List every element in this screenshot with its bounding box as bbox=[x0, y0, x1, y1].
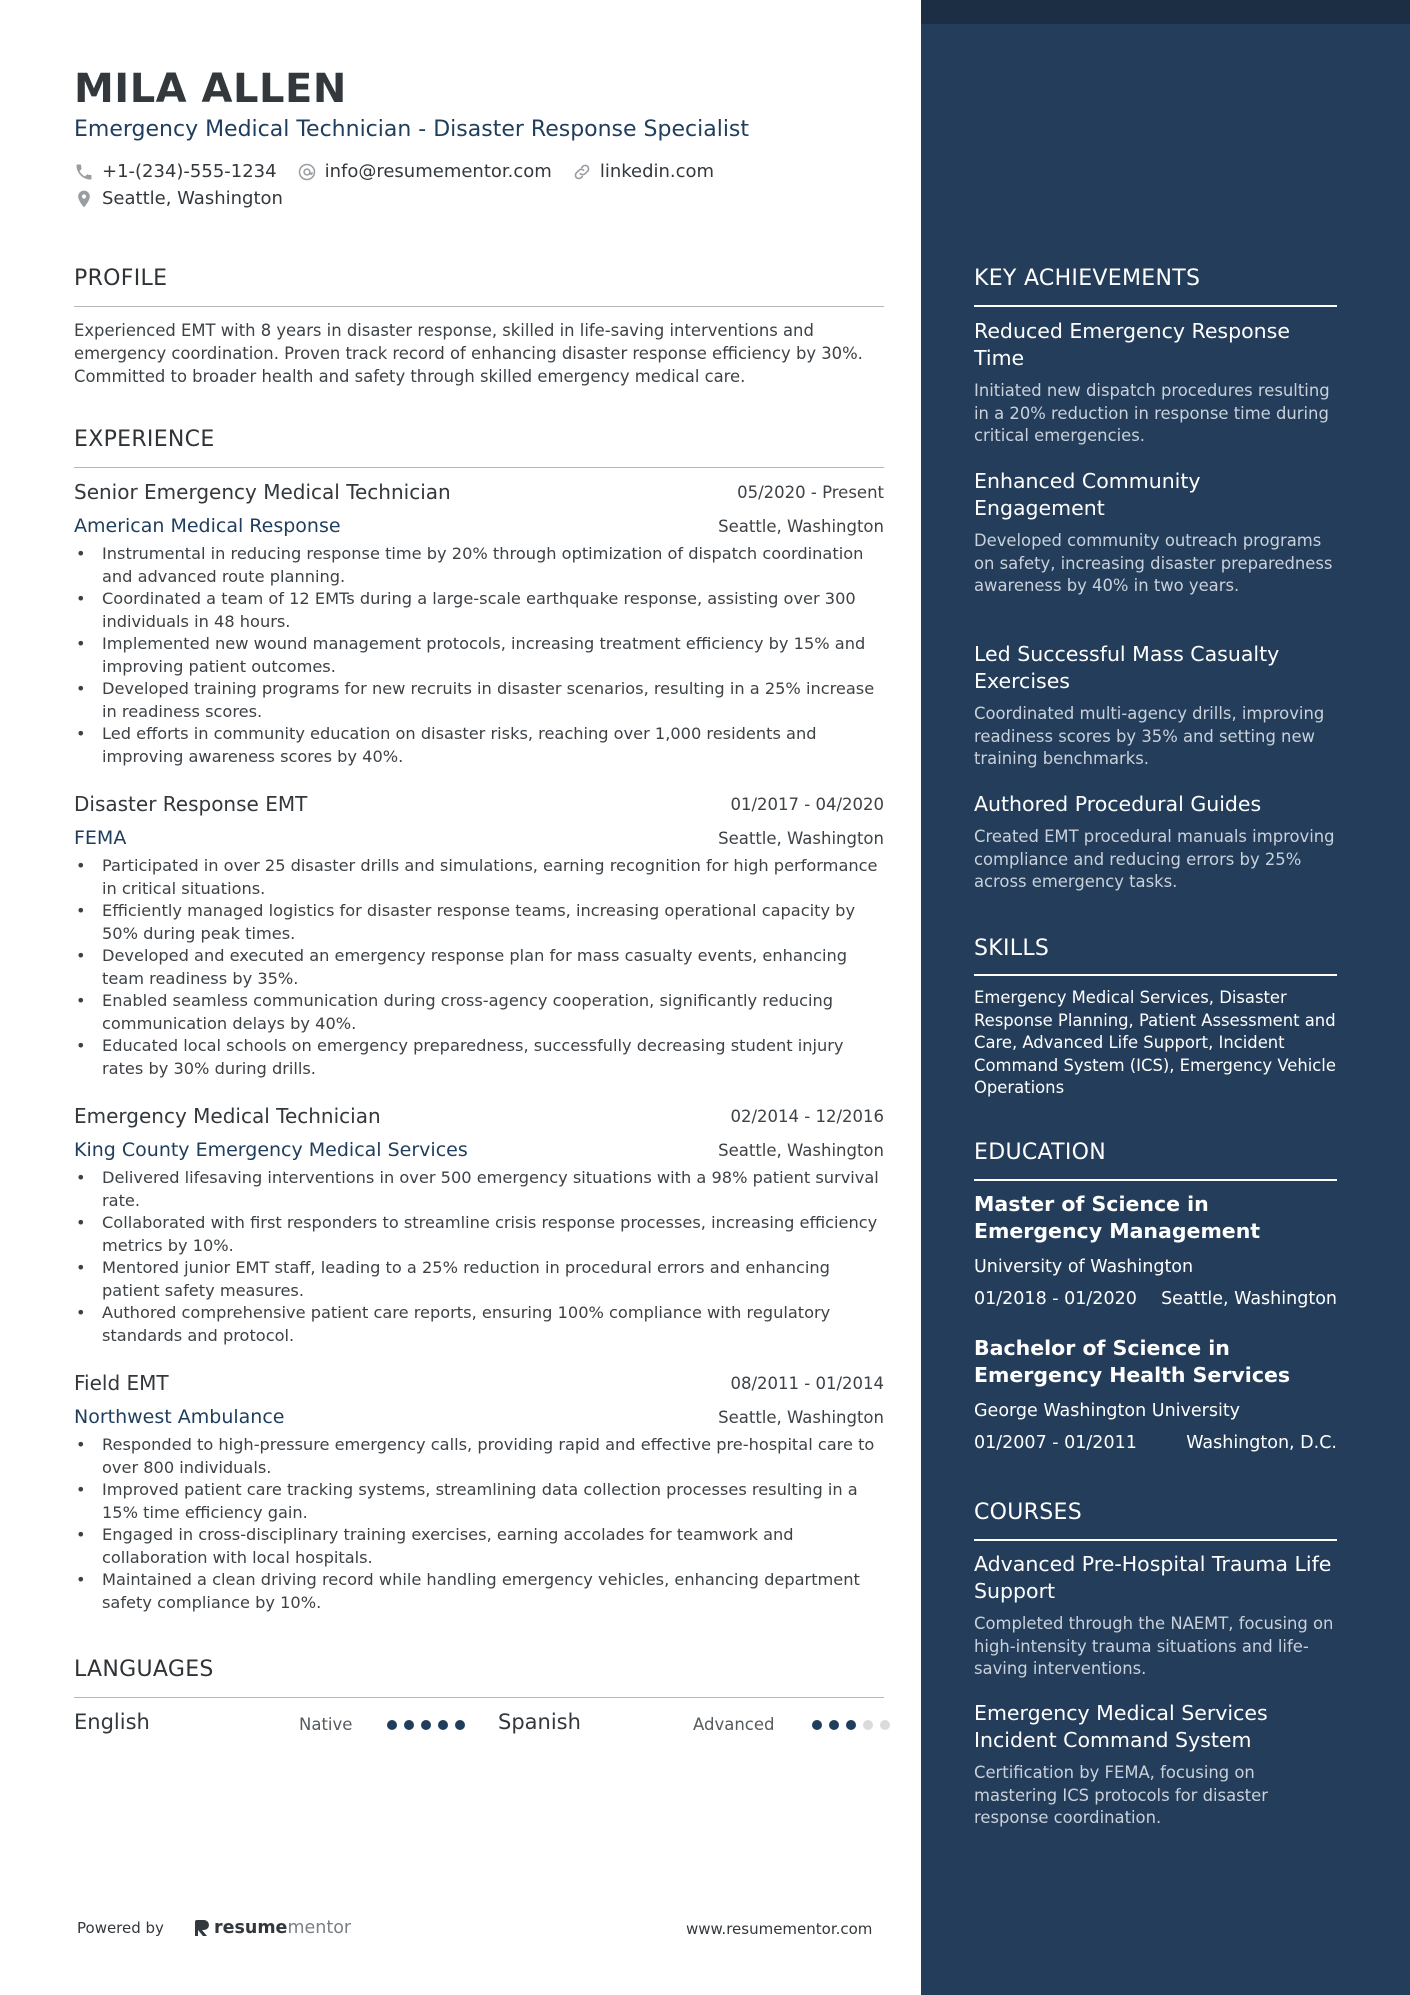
rating-dot-filled bbox=[812, 1720, 822, 1730]
job-title: Disaster Response EMT bbox=[74, 792, 308, 816]
achievement-item bbox=[974, 468, 1337, 598]
candidate-name: MILA ALLEN bbox=[74, 66, 347, 112]
profile-section-header bbox=[74, 266, 884, 291]
bullet-item: • Improved patient care tracking systems, streamlining data collection processes resulting in a 15% time efficiency gain. bbox=[74, 1479, 884, 1524]
email-text: info@resumementor.com bbox=[324, 161, 552, 182]
bullet-item: • Instrumental in reducing response time by 20% through optimization of dispatch coordination and advanced route planning. bbox=[74, 543, 884, 588]
language-rating bbox=[387, 1720, 472, 1730]
education-degree: Bachelor of Science in Emergency Health Services bbox=[974, 1336, 1291, 1387]
achievement-desc: Developed community outreach programs on safety, increasing disaster preparedness awareness by 40% in two years. bbox=[974, 531, 1333, 595]
contact-row bbox=[74, 161, 734, 182]
experience-title: EXPERIENCE bbox=[74, 427, 215, 452]
rating-dot-empty bbox=[880, 1720, 890, 1730]
courses-divider bbox=[974, 1539, 1337, 1541]
bullet-item: • Efficiently managed logistics for disaster response teams, increasing operational capacity by 50% during peak times. bbox=[74, 900, 884, 945]
profile-title: PROFILE bbox=[74, 266, 168, 291]
phone-text: +1-(234)-555-1234 bbox=[102, 161, 277, 182]
bullet-item: • Coordinated a team of 12 EMTs during a large-scale earthquake response, assisting over 300 individuals in 48 hours. bbox=[74, 588, 884, 633]
achievement-desc: Coordinated multi-agency drills, improving readiness scores by 35% and setting new training benchmarks. bbox=[974, 704, 1325, 768]
sidebar bbox=[921, 0, 1410, 1995]
education-location: Washington, D.C. bbox=[1186, 1433, 1337, 1453]
skills-list bbox=[974, 987, 1337, 1100]
skills-section-header bbox=[974, 936, 1337, 961]
education-item bbox=[974, 1335, 1337, 1457]
job-location: Seattle, Washington bbox=[718, 517, 884, 536]
education-dates: 01/2007 - 01/2011 bbox=[974, 1433, 1137, 1453]
candidate-role: Emergency Medical Technician - Disaster Response Specialist bbox=[74, 117, 750, 142]
rating-dot-filled bbox=[387, 1720, 397, 1730]
language-name: English bbox=[74, 1710, 150, 1734]
bullet-item: • Enabled seamless communication during cross-agency cooperation, significantly reducing communication delays by 40%. bbox=[74, 990, 884, 1035]
achievement-item bbox=[974, 641, 1337, 771]
achievement-title: Reduced Emergency Response Time bbox=[974, 319, 1290, 370]
bullet-item: • Mentored junior EMT staff, leading to a 25% reduction in procedural errors and enhancing patient safety measures. bbox=[74, 1257, 884, 1302]
profile-divider bbox=[74, 306, 884, 307]
achievement-item bbox=[974, 791, 1337, 894]
experience-entry bbox=[74, 1371, 884, 1614]
education-item bbox=[974, 1191, 1337, 1313]
languages-divider bbox=[74, 1697, 884, 1698]
achievement-title: Enhanced Community Engagement bbox=[974, 469, 1201, 520]
course-desc: Certification by FEMA, focusing on mastering ICS protocols for disaster response coordination. bbox=[974, 1763, 1268, 1827]
job-company: King County Emergency Medical Services bbox=[74, 1139, 468, 1161]
rating-dot-filled bbox=[404, 1720, 414, 1730]
achievement-item bbox=[974, 318, 1337, 448]
education-title: EDUCATION bbox=[974, 1140, 1107, 1165]
education-school: University of Washington bbox=[974, 1257, 1194, 1277]
language-level: Native bbox=[299, 1715, 353, 1734]
experience-entry bbox=[74, 792, 884, 1080]
languages-section-header bbox=[74, 1657, 884, 1682]
bullet-item: • Collaborated with first responders to streamline crisis response processes, increasing efficiency metrics by 10%. bbox=[74, 1212, 884, 1257]
job-title: Field EMT bbox=[74, 1371, 169, 1395]
rating-dot-filled bbox=[421, 1720, 431, 1730]
education-dates: 01/2018 - 01/2020 bbox=[974, 1289, 1137, 1309]
achievement-title: Led Successful Mass Casualty Exercises bbox=[974, 642, 1280, 693]
bullet-item: • Educated local schools on emergency preparedness, successfully decreasing student injury rates by 30% during drills. bbox=[74, 1035, 884, 1080]
achievement-desc: Initiated new dispatch procedures resulting in a 20% reduction in response time during critical emergencies. bbox=[974, 381, 1330, 445]
language-rating bbox=[812, 1720, 897, 1730]
resumementor-logo[interactable] bbox=[194, 1918, 351, 1938]
phone-icon bbox=[74, 162, 94, 182]
link-icon bbox=[572, 162, 592, 182]
phone-contact[interactable] bbox=[74, 161, 277, 182]
experience-section-header bbox=[74, 427, 884, 452]
logo-text-bold: resume bbox=[213, 1918, 288, 1938]
job-title: Senior Emergency Medical Technician bbox=[74, 480, 451, 504]
linkedin-contact[interactable] bbox=[572, 161, 714, 182]
education-school: George Washington University bbox=[974, 1401, 1241, 1421]
footer-powered bbox=[77, 1918, 351, 1938]
job-location: Seattle, Washington bbox=[718, 829, 884, 848]
skills-divider bbox=[974, 974, 1337, 976]
language-level: Advanced bbox=[693, 1715, 775, 1734]
courses-title: COURSES bbox=[974, 1500, 1082, 1525]
footer-site-link[interactable]: www.resumementor.com bbox=[686, 1920, 873, 1938]
bullet-item: • Authored comprehensive patient care reports, ensuring 100% compliance with regulatory standards and protocol. bbox=[74, 1302, 884, 1347]
bullet-item: • Delivered lifesaving interventions in over 500 emergency situations with a 98% patient survival rate. bbox=[74, 1167, 884, 1212]
sidebar-top-bar bbox=[921, 0, 1410, 24]
course-desc: Completed through the NAEMT, focusing on high-intensity trauma situations and life-saving interventions. bbox=[974, 1614, 1334, 1678]
job-location: Seattle, Washington bbox=[718, 1408, 884, 1427]
bullet-item: • Led efforts in community education on disaster risks, reaching over 1,000 residents and improving awareness scores by 40%. bbox=[74, 723, 884, 768]
rating-dot-filled bbox=[455, 1720, 465, 1730]
job-company: Northwest Ambulance bbox=[74, 1406, 285, 1428]
profile-text: Experienced EMT with 8 years in disaster response, skilled in life-saving interventions and emergency coordination. Proven track record of enhancing disaster response efficiency by 30%. Committed to broader health and safety through skilled emergency medical care. bbox=[74, 321, 863, 386]
course-item bbox=[974, 1551, 1337, 1681]
job-bullets bbox=[74, 543, 884, 768]
bullet-item: • Maintained a clean driving record while handling emergency vehicles, enhancing department safety compliance by 10%. bbox=[74, 1569, 884, 1614]
courses-section-header bbox=[974, 1500, 1337, 1525]
bullet-item: • Developed training programs for new recruits in disaster scenarios, resulting in a 25% increase in readiness scores. bbox=[74, 678, 884, 723]
job-dates: 08/2011 - 01/2014 bbox=[730, 1374, 884, 1393]
email-contact[interactable] bbox=[297, 161, 552, 182]
languages-title: LANGUAGES bbox=[74, 1657, 214, 1682]
education-divider bbox=[974, 1179, 1337, 1181]
at-icon bbox=[297, 162, 317, 182]
job-location: Seattle, Washington bbox=[718, 1141, 884, 1160]
bullet-item: • Developed and executed an emergency response plan for mass casualty events, enhancing team readiness by 35%. bbox=[74, 945, 884, 990]
job-bullets bbox=[74, 1434, 884, 1614]
experience-entry bbox=[74, 1104, 884, 1347]
job-bullets bbox=[74, 855, 884, 1080]
education-location: Seattle, Washington bbox=[1161, 1289, 1337, 1309]
course-title: Emergency Medical Services Incident Command System bbox=[974, 1701, 1268, 1752]
experience-entry bbox=[74, 480, 884, 768]
achievements-section-header bbox=[974, 266, 1337, 291]
location-row bbox=[74, 188, 303, 209]
job-dates: 01/2017 - 04/2020 bbox=[730, 795, 884, 814]
skills-text: Emergency Medical Services, Disaster Response Planning, Patient Assessment and Care, Advanced Life Support, Incident Command System (ICS), Emergency Vehicle Operations bbox=[974, 988, 1336, 1097]
course-title: Advanced Pre-Hospital Trauma Life Support bbox=[974, 1552, 1332, 1603]
job-bullets bbox=[74, 1167, 884, 1347]
rating-dot-filled bbox=[438, 1720, 448, 1730]
education-section-header bbox=[974, 1140, 1337, 1165]
achievements-title: KEY ACHIEVEMENTS bbox=[974, 266, 1201, 291]
experience-divider bbox=[74, 467, 884, 468]
bullet-item: • Responded to high-pressure emergency calls, providing rapid and effective pre-hospital care to over 800 individuals. bbox=[74, 1434, 884, 1479]
languages-row bbox=[74, 1710, 884, 1740]
job-dates: 02/2014 - 12/2016 bbox=[730, 1107, 884, 1126]
location-pin-icon bbox=[74, 189, 94, 209]
logo-text-light: mentor bbox=[287, 1918, 352, 1938]
bullet-item: • Participated in over 25 disaster drills and simulations, earning recognition for high performance in critical situations. bbox=[74, 855, 884, 900]
job-company: FEMA bbox=[74, 827, 127, 849]
rating-dot-filled bbox=[829, 1720, 839, 1730]
rating-dot-filled bbox=[846, 1720, 856, 1730]
achievement-title: Authored Procedural Guides bbox=[974, 792, 1262, 816]
language-name: Spanish bbox=[498, 1710, 581, 1734]
bullet-item: • Implemented new wound management protocols, increasing treatment efficiency by 15% and improving patient outcomes. bbox=[74, 633, 884, 678]
achievements-divider bbox=[974, 305, 1337, 307]
linkedin-text: linkedin.com bbox=[599, 161, 715, 182]
location-contact bbox=[74, 188, 283, 209]
job-title: Emergency Medical Technician bbox=[74, 1104, 381, 1128]
course-item bbox=[974, 1700, 1337, 1830]
bullet-item: • Engaged in cross-disciplinary training exercises, earning accolades for teamwork and collaboration with local hospitals. bbox=[74, 1524, 884, 1569]
logo-mark-icon bbox=[194, 1919, 210, 1937]
achievement-desc: Created EMT procedural manuals improving compliance and reducing errors by 25% across emergency tasks. bbox=[974, 827, 1335, 891]
job-company: American Medical Response bbox=[74, 515, 341, 537]
education-degree: Master of Science in Emergency Management bbox=[974, 1192, 1261, 1243]
skills-title: SKILLS bbox=[974, 936, 1050, 961]
rating-dot-empty bbox=[863, 1720, 873, 1730]
powered-by-text: Powered by bbox=[77, 1919, 164, 1937]
location-text: Seattle, Washington bbox=[102, 188, 283, 209]
job-dates: 05/2020 - Present bbox=[737, 483, 884, 502]
